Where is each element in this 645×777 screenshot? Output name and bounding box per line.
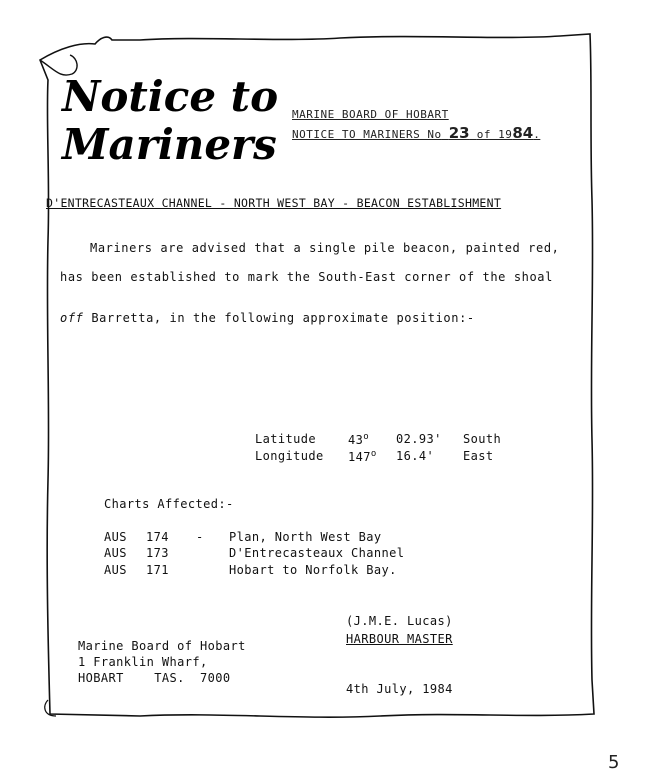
header-notice-number-line	[292, 124, 540, 142]
latitude-minutes: 02.93'	[396, 432, 442, 446]
notice-number: 23	[448, 124, 470, 142]
notice-subject: D'ENTRECASTEAUX CHANNEL - NORTH WEST BAY - BEACON ESTABLISHMENT	[46, 196, 502, 210]
handwritten-off: off	[60, 311, 84, 325]
latitude-label: Latitude	[255, 432, 316, 446]
longitude-degrees: 147$^o$	[348, 449, 377, 464]
longitude-minutes: 16.4'	[396, 449, 435, 463]
body-line-2: has been established to mark the South-East corner of the shoal	[60, 270, 553, 284]
charts-affected-title: Charts Affected:-	[104, 497, 234, 511]
latitude-direction: South	[463, 432, 502, 446]
signatory-role: HARBOUR MASTER	[346, 632, 453, 646]
longitude-direction: East	[463, 449, 494, 463]
signatory-name: (J.M.E. Lucas)	[346, 614, 453, 628]
notice-year-suffix: 84	[512, 124, 534, 142]
page-number: 5	[608, 752, 620, 773]
latitude-degrees: 43$^o$	[348, 432, 370, 447]
title-notice-to: Notice to	[62, 72, 279, 121]
longitude-label: Longitude	[255, 449, 324, 463]
notice-prefix: NOTICE TO MARINERS No	[292, 128, 442, 141]
address-line-1: Marine Board of Hobart	[78, 639, 246, 653]
body-line-1: Mariners are advised that a single pile beacon, painted red,	[90, 241, 560, 255]
notice-date: 4th July, 1984	[346, 682, 453, 696]
notice-trailing: .	[533, 128, 541, 141]
address-line-3: HOBART TAS. 7000	[78, 671, 231, 685]
notice-of: of 19	[476, 128, 513, 141]
body-line-3-text: Barretta, in the following approximate position:-	[91, 311, 475, 325]
body-line-3	[60, 311, 475, 325]
title-mariners: Mariners	[62, 120, 277, 169]
address-line-2: 1 Franklin Wharf,	[78, 655, 208, 669]
header-authority: MARINE BOARD OF HOBART	[292, 108, 449, 121]
